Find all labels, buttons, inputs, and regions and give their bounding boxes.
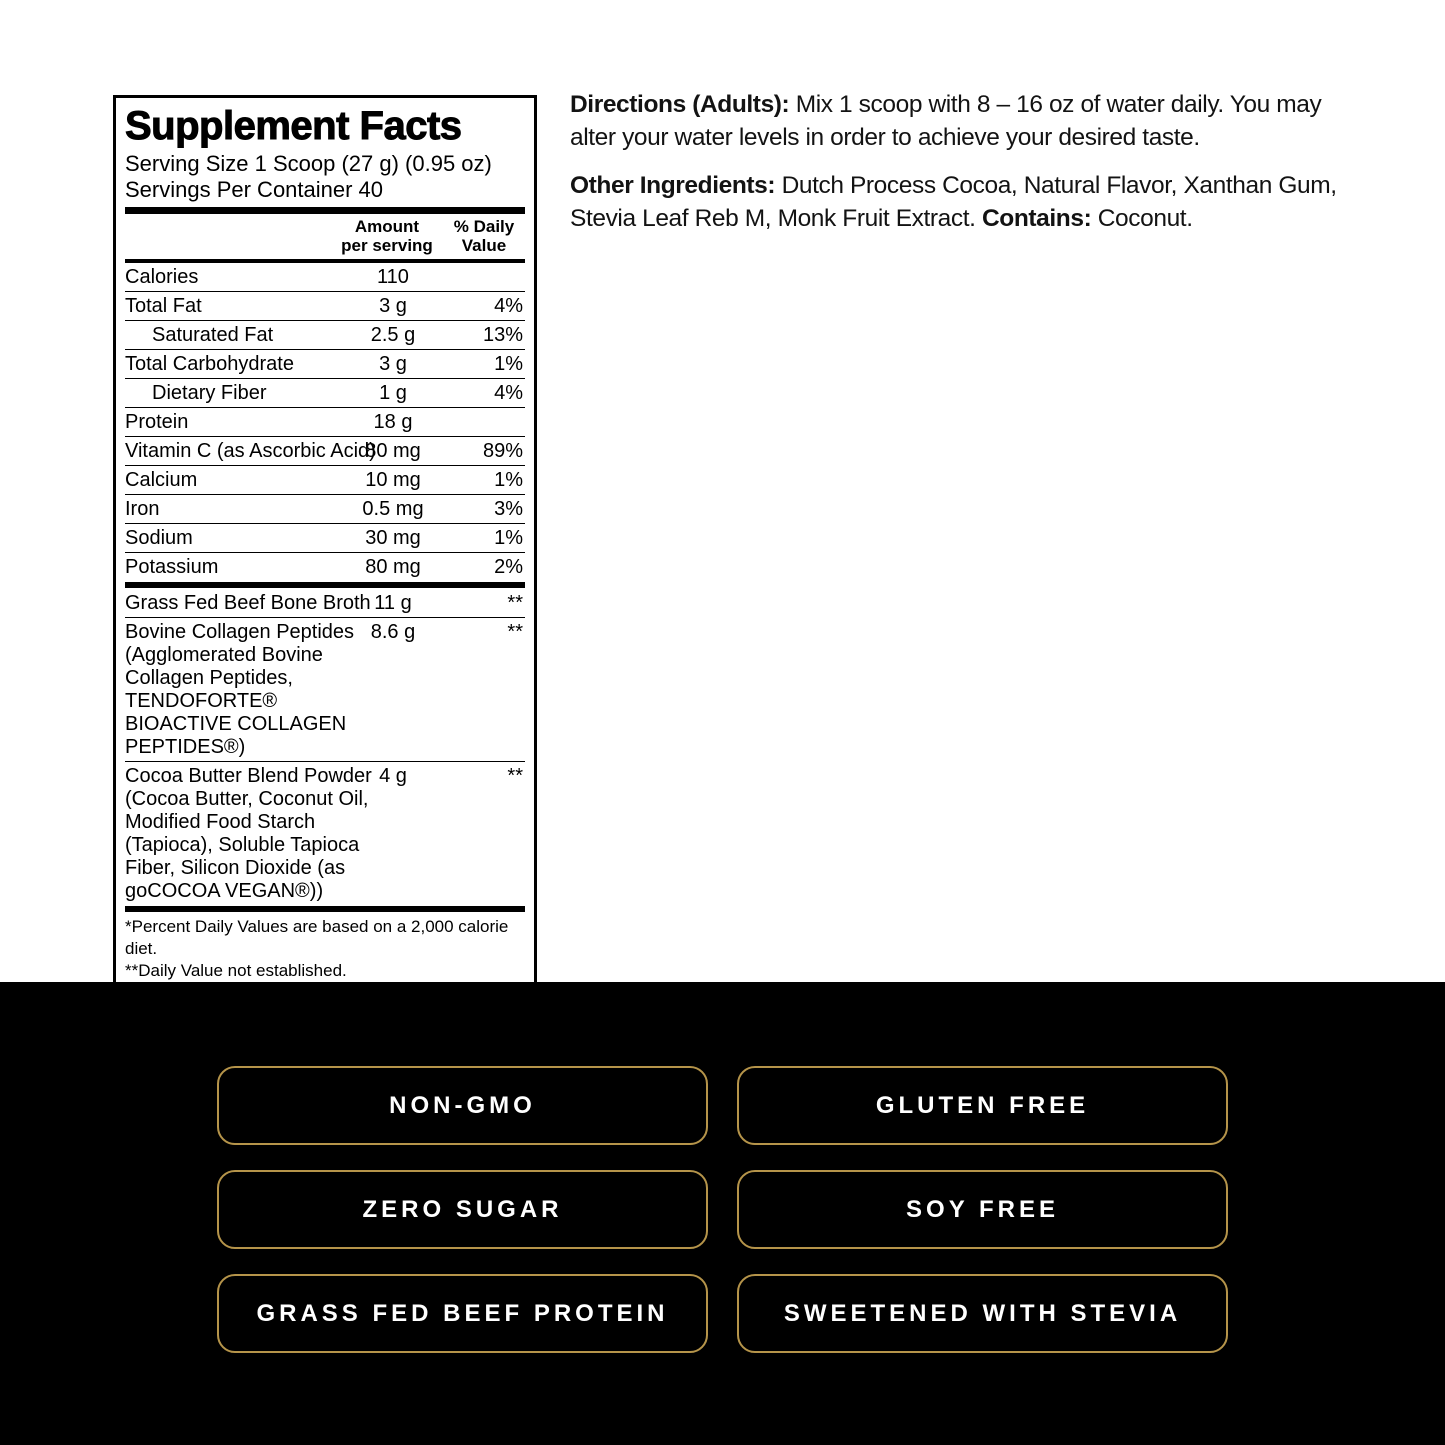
divider-thick (125, 207, 525, 214)
directions-line1 (570, 88, 1380, 121)
divider-thick (125, 906, 525, 912)
nutrient-name: Sodium (125, 527, 193, 549)
directions-text1: Mix 1 scoop with 8 – 16 oz of water daily. You may (795, 91, 1322, 118)
nutrient-name: Total Fat (125, 295, 202, 317)
nutrient-amount: 0.5 mg (362, 498, 424, 520)
badge-band (0, 982, 1445, 1445)
nutrient-row-sodium (125, 523, 525, 552)
ingredient-amount: 8.6 g (370, 621, 416, 643)
nutrient-amount: 2.5 g (370, 324, 416, 346)
info-text (570, 88, 1380, 250)
ingredient-dv: ** (507, 765, 523, 787)
supplement-facts-panel (113, 95, 537, 993)
other-ingredients-text2: Stevia Leaf Reb M, Monk Fruit Extract. (570, 205, 976, 232)
contains-text: Coconut. (1097, 205, 1193, 232)
ingredient-name: Bovine Collagen Peptides (Agglomerated Bovine Collagen Peptides, TENDOFORTE® BIOACTIVE COLLAGEN PEPTIDES®) (125, 621, 355, 758)
badge-grid (217, 1066, 1228, 1353)
nutrient-amount: 18 g (373, 411, 413, 433)
column-dv-header (443, 217, 525, 255)
nutrient-row-iron (125, 494, 525, 523)
other-ingredients-text1: Dutch Process Cocoa, Natural Flavor, Xanthan Gum, (781, 172, 1337, 199)
nutrient-name: Saturated Fat (152, 324, 274, 346)
nutrient-dv: 4% (494, 382, 523, 404)
column-dv-line2: Value (461, 236, 507, 255)
nutrient-row-total-carbohydrate (125, 349, 525, 378)
column-dv-line1: % Daily (453, 217, 515, 236)
nutrient-dv: 13% (482, 324, 523, 346)
nutrient-row-protein (125, 407, 525, 436)
nutrient-amount: 10 mg (365, 469, 421, 491)
badge-zero-sugar: ZERO SUGAR (217, 1170, 708, 1249)
nutrient-name: Iron (125, 498, 160, 520)
nutrient-row-potassium (125, 552, 525, 581)
nutrient-dv: 1% (494, 527, 523, 549)
nutrient-dv: 89% (482, 440, 523, 462)
divider-thick (125, 582, 525, 588)
serving-size: Serving Size 1 Scoop (27 g) (0.95 oz) (125, 151, 492, 176)
column-amount-line2: per serving (341, 236, 433, 255)
other-ingredients-line2 (570, 202, 1380, 235)
nutrient-name: Calcium (125, 469, 198, 491)
nutrient-row-calories (125, 263, 525, 291)
nutrient-dv: 2% (494, 556, 523, 578)
directions-label: Directions (Adults): (570, 91, 790, 118)
nutrient-name: Vitamin C (as Ascorbic Acid) (125, 440, 376, 462)
badge-soy-free: SOY FREE (737, 1170, 1228, 1249)
nutrient-name: Total Carbohydrate (125, 353, 294, 375)
nutrient-name: Dietary Fiber (152, 382, 267, 404)
nutrient-row-calcium (125, 465, 525, 494)
nutrient-row-saturated-fat (125, 320, 525, 349)
nutrient-amount: 80 mg (365, 556, 421, 578)
nutrient-row-vitamin-c (125, 436, 525, 465)
nutrient-amount: 80 mg (365, 440, 421, 462)
nutrient-dv: 4% (494, 295, 523, 317)
ingredient-amount: 4 g (379, 765, 407, 787)
nutrient-row-dietary-fiber (125, 378, 525, 407)
nutrient-name: Calories (125, 266, 199, 288)
nutrient-name: Potassium (125, 556, 219, 578)
nutrient-amount: 110 (377, 266, 409, 288)
nutrient-dv: 3% (494, 498, 523, 520)
ingredient-dv: ** (507, 621, 523, 643)
footnote-dv-not-established: **Daily Value not established. (125, 961, 347, 980)
nutrient-amount: 3 g (379, 353, 407, 375)
servings-per-container: Servings Per Container 40 (125, 177, 384, 202)
other-ingredients-label: Other Ingredients: (570, 172, 776, 199)
column-amount-header (331, 217, 443, 255)
column-headers (125, 214, 525, 259)
badge-sweetened-with-stevia: SWEETENED WITH STEVIA (737, 1274, 1228, 1353)
ingredient-dv: ** (507, 592, 523, 614)
badge-gluten-free: GLUTEN FREE (737, 1066, 1228, 1145)
nutrient-dv: 1% (494, 469, 523, 491)
ingredient-row-cocoa-butter-blend (125, 761, 525, 905)
nutrient-name: Protein (125, 411, 189, 433)
directions-paragraph (570, 88, 1380, 154)
directions-line2: alter your water levels in order to achieve your desired taste. (570, 124, 1200, 151)
nutrient-amount: 30 mg (365, 527, 421, 549)
nutrient-row-total-fat (125, 291, 525, 320)
nutrient-dv: 1% (494, 353, 523, 375)
other-ingredients-paragraph (570, 169, 1380, 235)
column-amount-line1: Amount (354, 217, 420, 236)
panel-title: Supplement Facts (125, 104, 462, 148)
nutrient-amount: 1 g (379, 382, 407, 404)
ingredient-amount: 11 g (374, 592, 412, 614)
other-ingredients-line1 (570, 169, 1380, 202)
badge-grass-fed-beef-protein: GRASS FED BEEF PROTEIN (217, 1274, 708, 1353)
contains-label: Contains: (981, 205, 1092, 232)
badge-non-gmo: NON-GMO (217, 1066, 708, 1145)
ingredient-name: Cocoa Butter Blend Powder (Cocoa Butter, Coconut Oil, Modified Food Starch (Tapioca), Soluble Tapioca Fiber, Silicon Dioxide (as goCOCOA VEGAN®)) (125, 765, 372, 902)
ingredient-row-collagen-peptides (125, 617, 525, 761)
footnote-daily-values: *Percent Daily Values are based on a 2,000 calorie diet. (125, 917, 509, 958)
nutrient-amount: 3 g (379, 295, 407, 317)
ingredient-row-bone-broth (125, 589, 525, 617)
ingredient-name: Grass Fed Beef Bone Broth (125, 592, 371, 614)
column-spacer (125, 217, 331, 255)
